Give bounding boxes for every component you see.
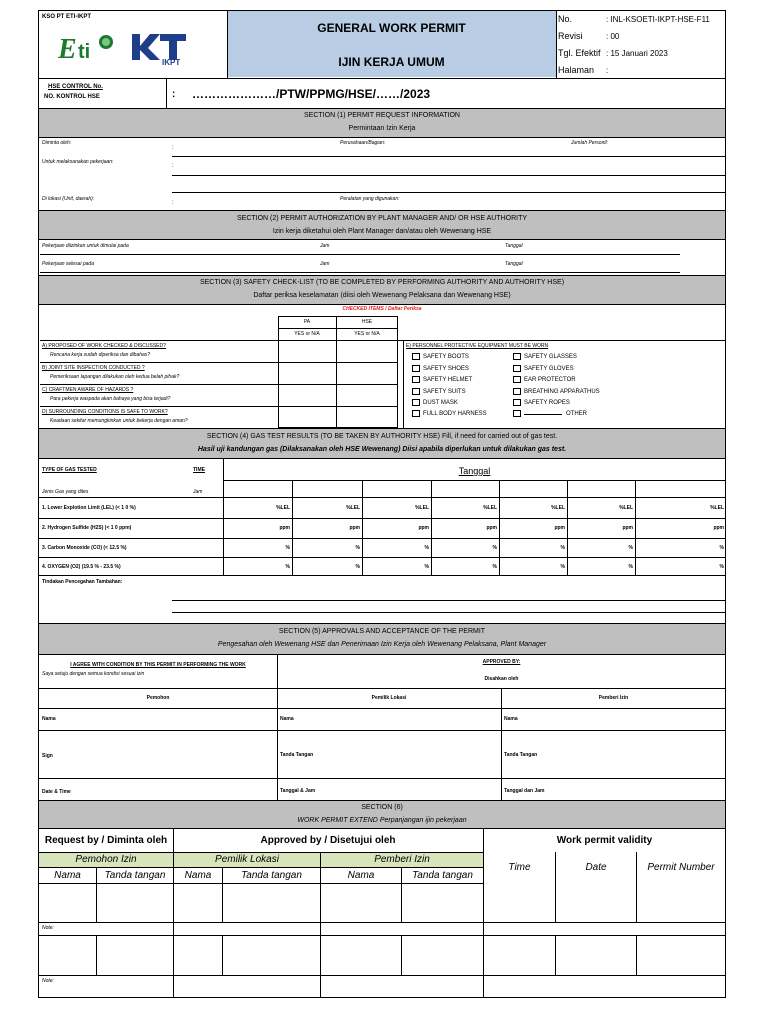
hse-label-en: HSE CONTROL No. (48, 84, 103, 90)
checkbox-icon[interactable] (412, 353, 420, 360)
checkbox-icon[interactable] (412, 410, 420, 417)
diminta-field-line[interactable] (172, 156, 726, 157)
ppe-dust-mask[interactable]: DUST MASK (412, 399, 458, 407)
ppe-full-body-harness[interactable]: FULL BODY HARNESS (412, 410, 487, 418)
checkbox-icon[interactable] (513, 365, 521, 372)
ppe-breathing-apparathus[interactable]: BREATHING APPARATHUS (513, 388, 600, 396)
gas-lel-label: 1. Lower Explotion Limit (LEL) (< 1 0 %) (42, 505, 136, 511)
tindakan-field-line-2[interactable] (172, 612, 726, 613)
ppe-safety-helmet[interactable]: SAFETY HELMET (412, 376, 472, 384)
checkbox-icon[interactable] (513, 353, 521, 360)
untuk-field-line-2[interactable] (172, 192, 726, 193)
permit-frame (38, 10, 726, 998)
section6-subtitle: WORK PERMIT EXTEND Perpanjangan ijin pekerjaan (297, 817, 467, 824)
checkbox-icon[interactable] (513, 399, 521, 406)
gas-o2-label: 4. OXYGEN (O2) (19.5 % - 23.5 %) (42, 564, 121, 570)
ppe-safety-gloves[interactable]: SAFETY GLOVES (513, 365, 574, 373)
eti-logo (58, 30, 118, 66)
checkbox-icon[interactable] (513, 376, 521, 383)
ppe-safety-shoes[interactable]: SAFETY SHOES (412, 365, 469, 373)
doc-no-label: No. (558, 14, 573, 24)
revisi-value: : 00 (606, 32, 620, 41)
ikpt-logo: IKPT (130, 28, 190, 68)
checkbox-icon[interactable] (513, 388, 521, 395)
svg-text:ti: ti (78, 41, 91, 63)
hse-control-number[interactable]: …………………/PTW/PPMG/HSE/……/2023 (192, 87, 431, 101)
company-name: KSO PT ETI-IKPT (42, 14, 92, 20)
checkbox-icon[interactable] (412, 376, 420, 383)
hse-label-id: NO. KONTROL HSE (44, 94, 100, 100)
title-id: IJIN KERJA UMUM (338, 55, 445, 69)
svg-text:E: E (58, 34, 77, 65)
gas-co-label: 3. Carbon Monoxide (CO) (< 12.5 %) (42, 545, 127, 551)
gas-tanggal-label: Tanggal (458, 466, 491, 476)
ppe-safety-boots[interactable]: SAFETY BOOTS (412, 353, 469, 361)
gas-h2s-label: 2. Hydrogen Sulfide (H2S) (< 1 0 ppm) (42, 525, 132, 531)
ppe-safety-ropes[interactable]: SAFETY ROPES (513, 399, 570, 407)
tgl-efektif-value: : 15 Januari 2023 (606, 49, 668, 58)
title-en: GENERAL WORK PERMIT (317, 21, 466, 35)
tgl-efektif-label: Tgl. Efektif (558, 48, 601, 58)
checkbox-icon[interactable] (412, 365, 420, 372)
tindakan-label: Tindakan Pencegahan Tambahan: (42, 579, 123, 585)
checkbox-icon[interactable] (412, 399, 420, 406)
doc-no-value: : INL-KSOETI-IKPT-HSE-F11 (606, 15, 710, 24)
tindakan-field-line-1[interactable] (172, 600, 726, 601)
halaman-label: Halaman (558, 65, 595, 75)
approved-by-label: Approved by / Disetujui oleh (260, 835, 396, 846)
validity-label: Work permit validity (556, 835, 653, 846)
ppe-other[interactable]: OTHER (513, 410, 587, 418)
halaman-value: : (606, 66, 609, 75)
revisi-label: Revisi (558, 31, 583, 41)
untuk-field-line-1[interactable] (172, 175, 726, 176)
request-by-label: Request by / Diminta oleh (44, 835, 168, 846)
ppe-safety-suits[interactable]: SAFETY SUITS (412, 388, 466, 396)
checkbox-icon[interactable] (412, 388, 420, 395)
checkbox-icon[interactable] (513, 410, 521, 417)
ppe-safety-glasses[interactable]: SAFETY GLASSES (513, 353, 577, 361)
ppe-ear-protector[interactable]: EAR PROTECTOR (513, 376, 576, 384)
